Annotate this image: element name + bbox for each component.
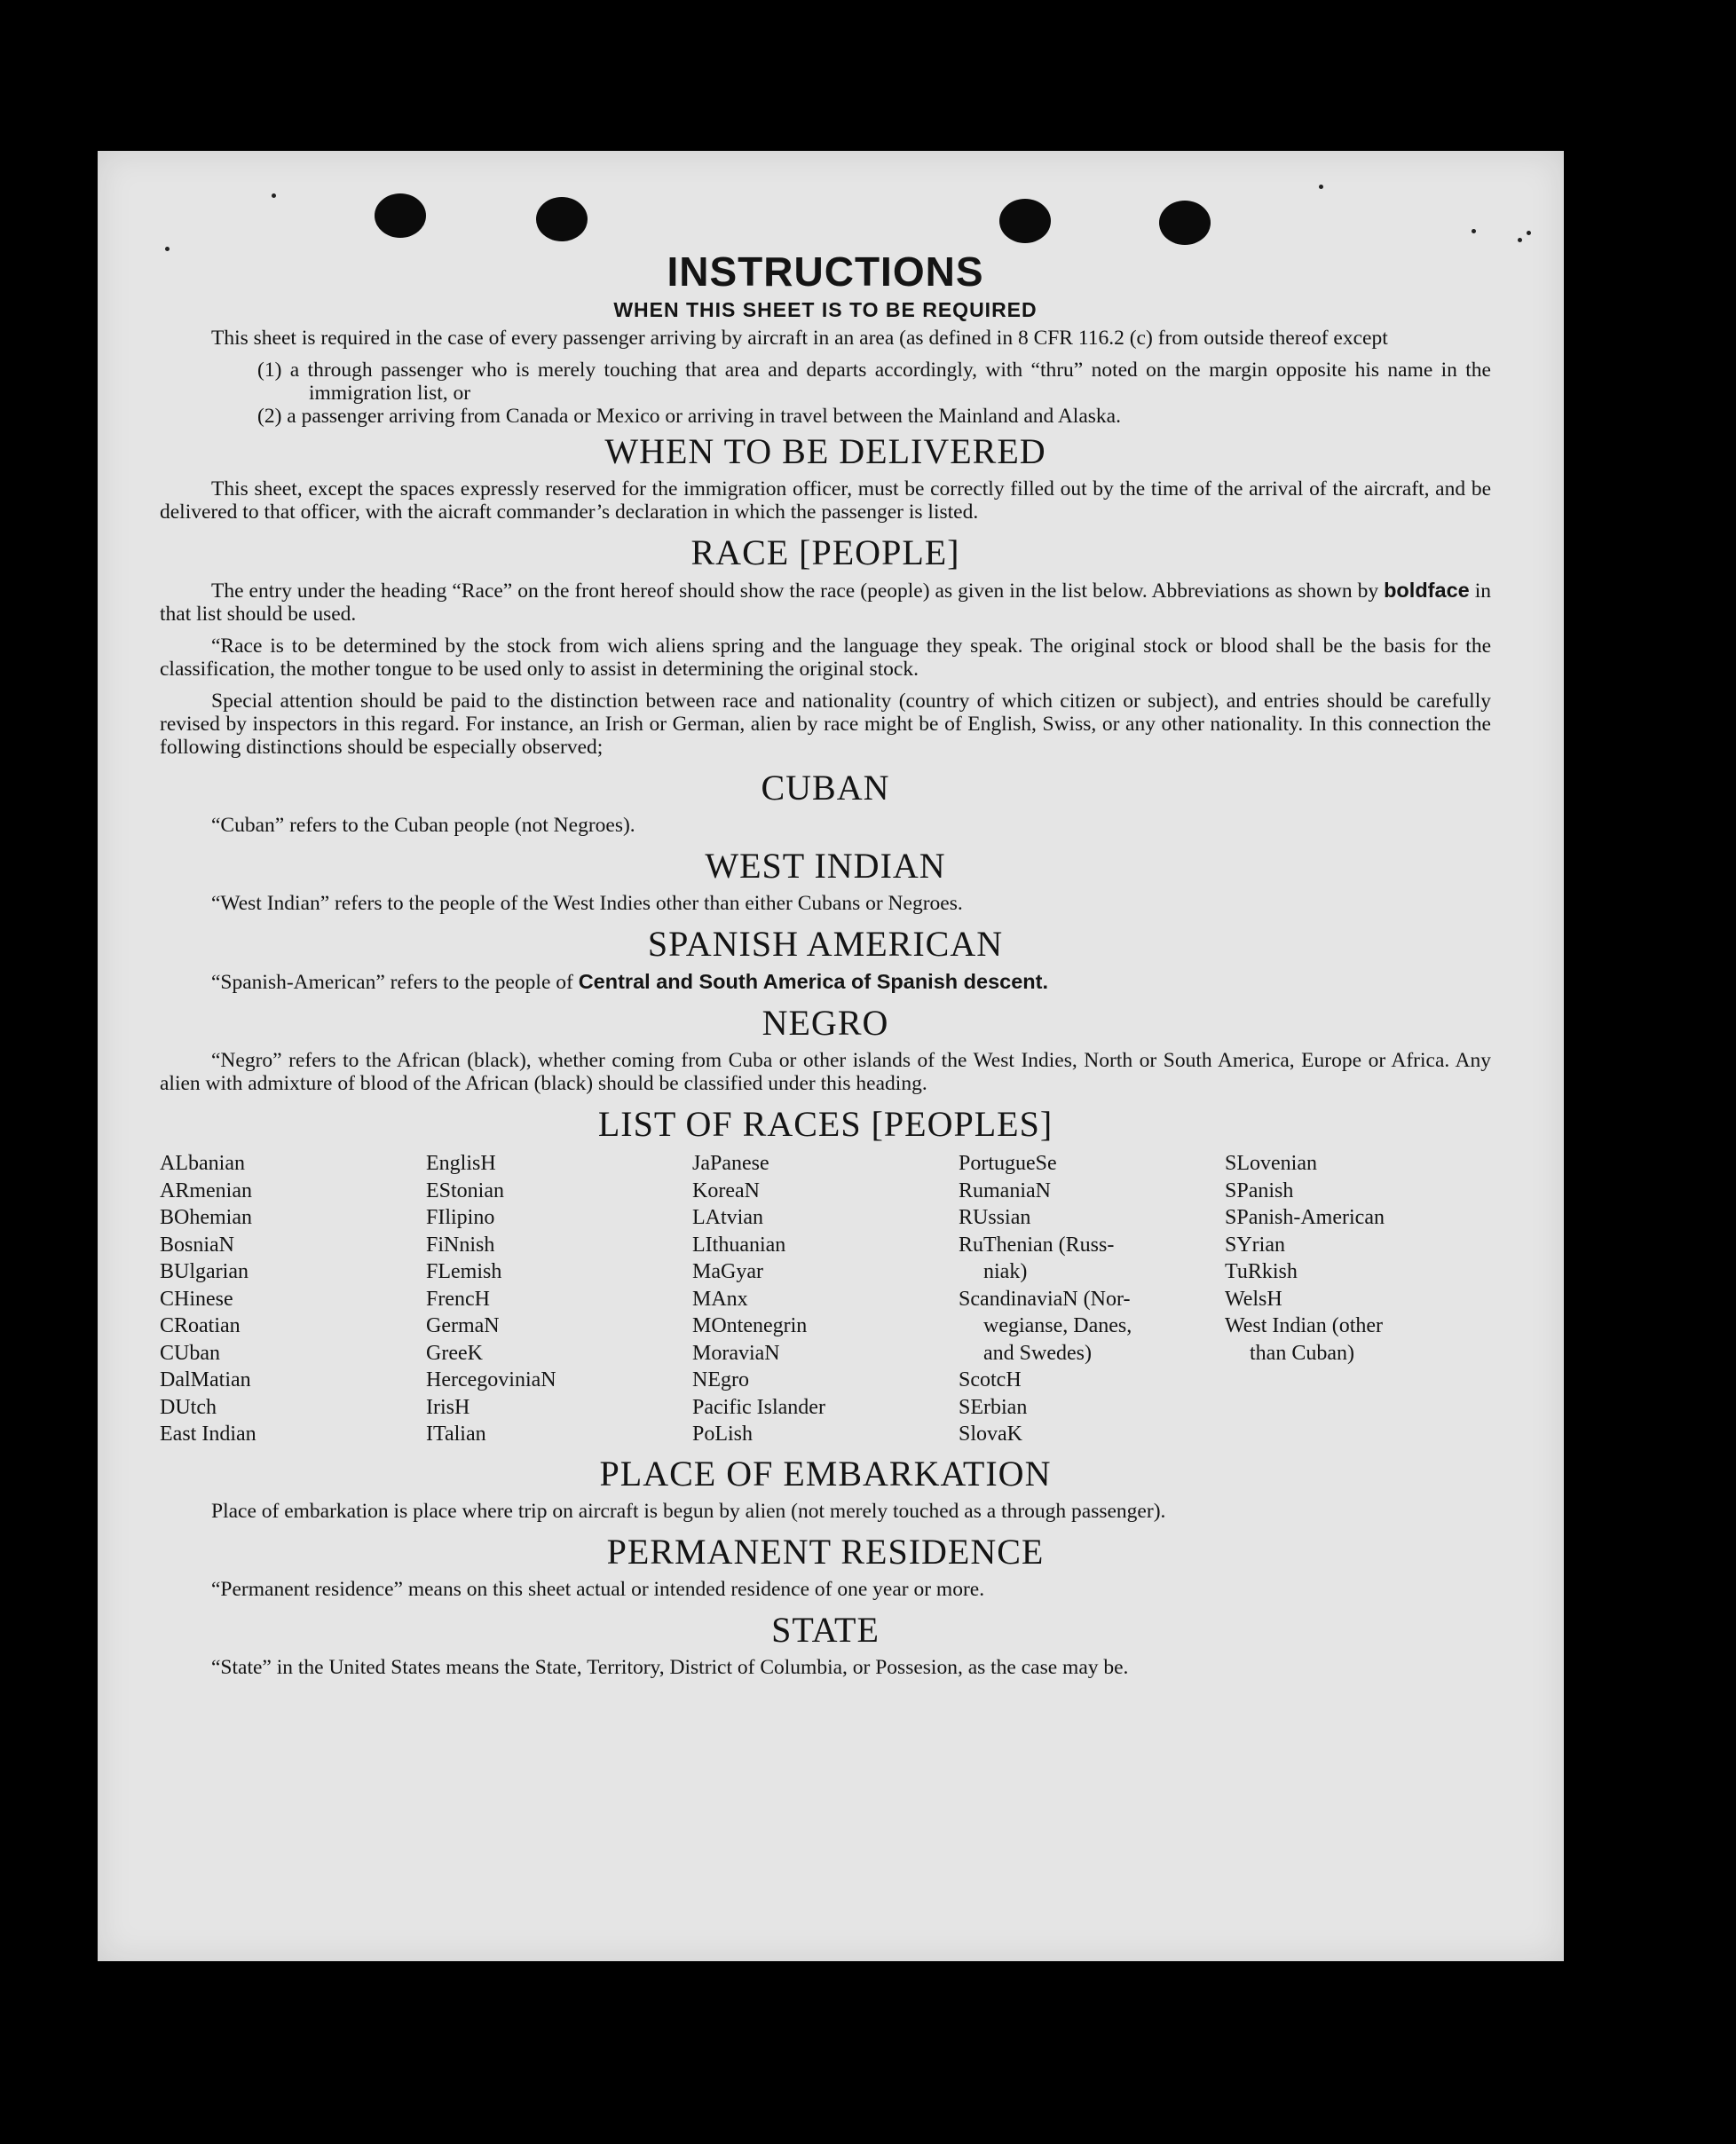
race-entry: JaPanese bbox=[692, 1152, 769, 1175]
punch-hole bbox=[375, 193, 426, 238]
cuban-paragraph: “Cuban” refers to the Cuban people (not Negroes). bbox=[211, 814, 635, 837]
race-entry: BOhemian bbox=[160, 1206, 252, 1229]
races-list bbox=[160, 1150, 1491, 1448]
race-entry: CUban bbox=[160, 1341, 220, 1365]
race-entry: EStonian bbox=[426, 1178, 504, 1202]
speck bbox=[272, 193, 276, 198]
west-indian-paragraph: “West Indian” refers to the people of the West Indies other than either Cubans or Negroes. bbox=[211, 892, 963, 915]
race-entry: ARmenian bbox=[160, 1178, 252, 1202]
race-entry: FrencH bbox=[426, 1287, 490, 1311]
race-entry: MoraviaN bbox=[692, 1341, 780, 1365]
race-entry: ScandinaviaN (Nor- bbox=[959, 1287, 1131, 1311]
race-paragraph-3: Special attention should be paid to the distinction between race and nationality (country of which citizen or subject), and entries should be carefully revised by inspectors in this regard. For instance, an Irish or German, alien by race might be of English, Swiss, or any other nationality. In this connection the following distinctions should be especially observed; bbox=[160, 690, 1491, 759]
race-entry: PoLish bbox=[692, 1423, 754, 1446]
race-entry: MOntenegrin bbox=[692, 1314, 808, 1337]
race-p1-text-end: in that list should be used. bbox=[160, 579, 1491, 626]
exception-item: (2) a passenger arriving from Canada or Mexico or arriving in travel between the Mainland and Alaska. bbox=[257, 405, 1121, 428]
section-heading-cuban: CUBAN bbox=[761, 768, 890, 808]
section-heading-state: STATE bbox=[771, 1609, 880, 1650]
race-entry: LIthuanian bbox=[692, 1233, 786, 1257]
section-heading-negro: NEGRO bbox=[761, 1003, 889, 1043]
punch-hole bbox=[999, 199, 1051, 243]
speck bbox=[1527, 231, 1531, 235]
race-entry: ITalian bbox=[426, 1423, 486, 1446]
race-entry-continuation: than Cuban) bbox=[1250, 1341, 1354, 1365]
section-heading-residence: PERMANENT RESIDENCE bbox=[606, 1531, 1045, 1572]
race-entry: TuRkish bbox=[1225, 1260, 1298, 1283]
race-entry: EnglisH bbox=[426, 1152, 496, 1175]
punch-hole bbox=[536, 197, 588, 241]
race-entry: BUlgarian bbox=[160, 1260, 249, 1283]
races-column bbox=[160, 1150, 426, 1448]
delivered-paragraph: This sheet, except the spaces expressly reserved for the immigration officer, must be correctly filled out by the time of the arrival of the aircraft, and be delivered to that officer, with the aicraft commander’s declaration in which the passenger is listed. bbox=[160, 477, 1491, 524]
race-entry: FLemish bbox=[426, 1260, 502, 1283]
race-entry: SlovaK bbox=[959, 1423, 1022, 1446]
section-heading-embarkation: PLACE OF EMBARKATION bbox=[599, 1453, 1052, 1494]
race-entry: SPanish-American bbox=[1225, 1206, 1385, 1229]
races-column bbox=[426, 1150, 692, 1448]
speck bbox=[1319, 185, 1323, 189]
race-entry: SYrian bbox=[1225, 1233, 1285, 1257]
race-entry: CHinese bbox=[160, 1287, 233, 1311]
spanish-american-bold: Central and South America of Spanish descent. bbox=[578, 970, 1048, 993]
spanish-american-text: “Spanish-American” refers to the people of bbox=[211, 971, 579, 994]
race-entry-continuation: and Swedes) bbox=[983, 1341, 1092, 1365]
race-entry: HercegoviniaN bbox=[426, 1368, 556, 1391]
race-entry-continuation: wegianse, Danes, bbox=[983, 1314, 1132, 1337]
race-entry: FIlipino bbox=[426, 1206, 495, 1229]
races-column bbox=[1225, 1150, 1491, 1448]
section-heading-west-indian: WEST INDIAN bbox=[705, 846, 946, 886]
race-entry: PortugueSe bbox=[959, 1152, 1057, 1175]
race-entry: DUtch bbox=[160, 1395, 217, 1419]
document-subtitle: WHEN THIS SHEET IS TO BE REQUIRED bbox=[613, 298, 1038, 321]
race-entry: RUssian bbox=[959, 1206, 1031, 1229]
residence-paragraph: “Permanent residence” means on this sheet actual or intended residence of one year or more. bbox=[211, 1577, 985, 1601]
race-entry: SLovenian bbox=[1225, 1152, 1317, 1175]
race-entry: ScotcH bbox=[959, 1368, 1022, 1391]
section-heading-list-of-races: LIST OF RACES [PEOPLES] bbox=[597, 1104, 1053, 1144]
document-content bbox=[160, 248, 1491, 1688]
race-entry: RuThenian (Russ- bbox=[959, 1233, 1115, 1257]
punch-hole bbox=[1159, 201, 1211, 245]
section-heading-race: RACE [PEOPLE] bbox=[690, 532, 960, 572]
race-entry: DalMatian bbox=[160, 1368, 251, 1391]
race-entry: CRoatian bbox=[160, 1314, 241, 1337]
race-entry: MaGyar bbox=[692, 1260, 763, 1283]
exception-item: (1) a through passenger who is merely touching that area and departs accordingly, with “thru” noted on the margin opposite his name in the immigration list, or bbox=[257, 359, 1491, 405]
race-entry: ALbanian bbox=[160, 1152, 245, 1175]
document-sheet bbox=[98, 151, 1564, 1961]
negro-paragraph: “Negro” refers to the African (black), whether coming from Cuba or other islands of the West Indies, North or South America, Europe or Africa. Any alien with admixture of blood of the African (black) should be classified under this heading. bbox=[160, 1049, 1491, 1095]
race-entry: GermaN bbox=[426, 1314, 500, 1337]
intro-paragraph: This sheet is required in the case of every passenger arriving by aircraft in an area (as defined in 8 CFR 116.2 (c) from outside thereof except bbox=[211, 327, 1388, 350]
race-entry: West Indian (other bbox=[1225, 1314, 1384, 1337]
races-column bbox=[692, 1150, 959, 1448]
race-entry: LAtvian bbox=[692, 1206, 763, 1229]
race-paragraph-1 bbox=[160, 579, 1491, 626]
speck bbox=[1518, 238, 1522, 242]
race-entry: Pacific Islander bbox=[692, 1395, 825, 1419]
section-heading-delivered: WHEN TO BE DELIVERED bbox=[604, 431, 1046, 471]
section-heading-spanish-american: SPANISH AMERICAN bbox=[647, 924, 1004, 964]
race-entry: RumaniaN bbox=[959, 1178, 1051, 1202]
race-entry-continuation: niak) bbox=[983, 1260, 1028, 1283]
race-entry: NEgro bbox=[692, 1368, 749, 1391]
embarkation-paragraph: Place of embarkation is place where trip on aircraft is begun by alien (not merely touched as a through passenger). bbox=[211, 1499, 1166, 1523]
race-entry: MAnx bbox=[692, 1287, 748, 1311]
speck bbox=[1472, 229, 1476, 233]
race-paragraph-2: “Race is to be determined by the stock from wich aliens spring and the language they speak. The original stock or blood shall be the basis for the classification, the mother tongue to be used only to assist in determining the original stock. bbox=[160, 635, 1491, 681]
races-column bbox=[959, 1150, 1225, 1448]
state-paragraph: “State” in the United States means the State, Territory, District of Columbia, or Possesion, as the case may be. bbox=[211, 1655, 1129, 1679]
race-entry: WelsH bbox=[1225, 1287, 1282, 1311]
spanish-american-paragraph bbox=[160, 970, 1491, 994]
race-entry: GreeK bbox=[426, 1341, 483, 1365]
race-entry: FiNnish bbox=[426, 1233, 495, 1257]
document-title: INSTRUCTIONS bbox=[667, 248, 984, 295]
race-entry: IrisH bbox=[426, 1395, 470, 1419]
race-entry: SPanish bbox=[1225, 1178, 1294, 1202]
race-p1-bold: boldface bbox=[1384, 579, 1470, 602]
race-entry: East Indian bbox=[160, 1423, 256, 1446]
race-p1-text: The entry under the heading “Race” on the front hereof should show the race (people) as given in the list below. Abbreviations as shown by bbox=[211, 579, 1385, 603]
race-entry: KoreaN bbox=[692, 1178, 760, 1202]
race-entry: BosniaN bbox=[160, 1233, 234, 1257]
race-entry: SErbian bbox=[959, 1395, 1028, 1419]
